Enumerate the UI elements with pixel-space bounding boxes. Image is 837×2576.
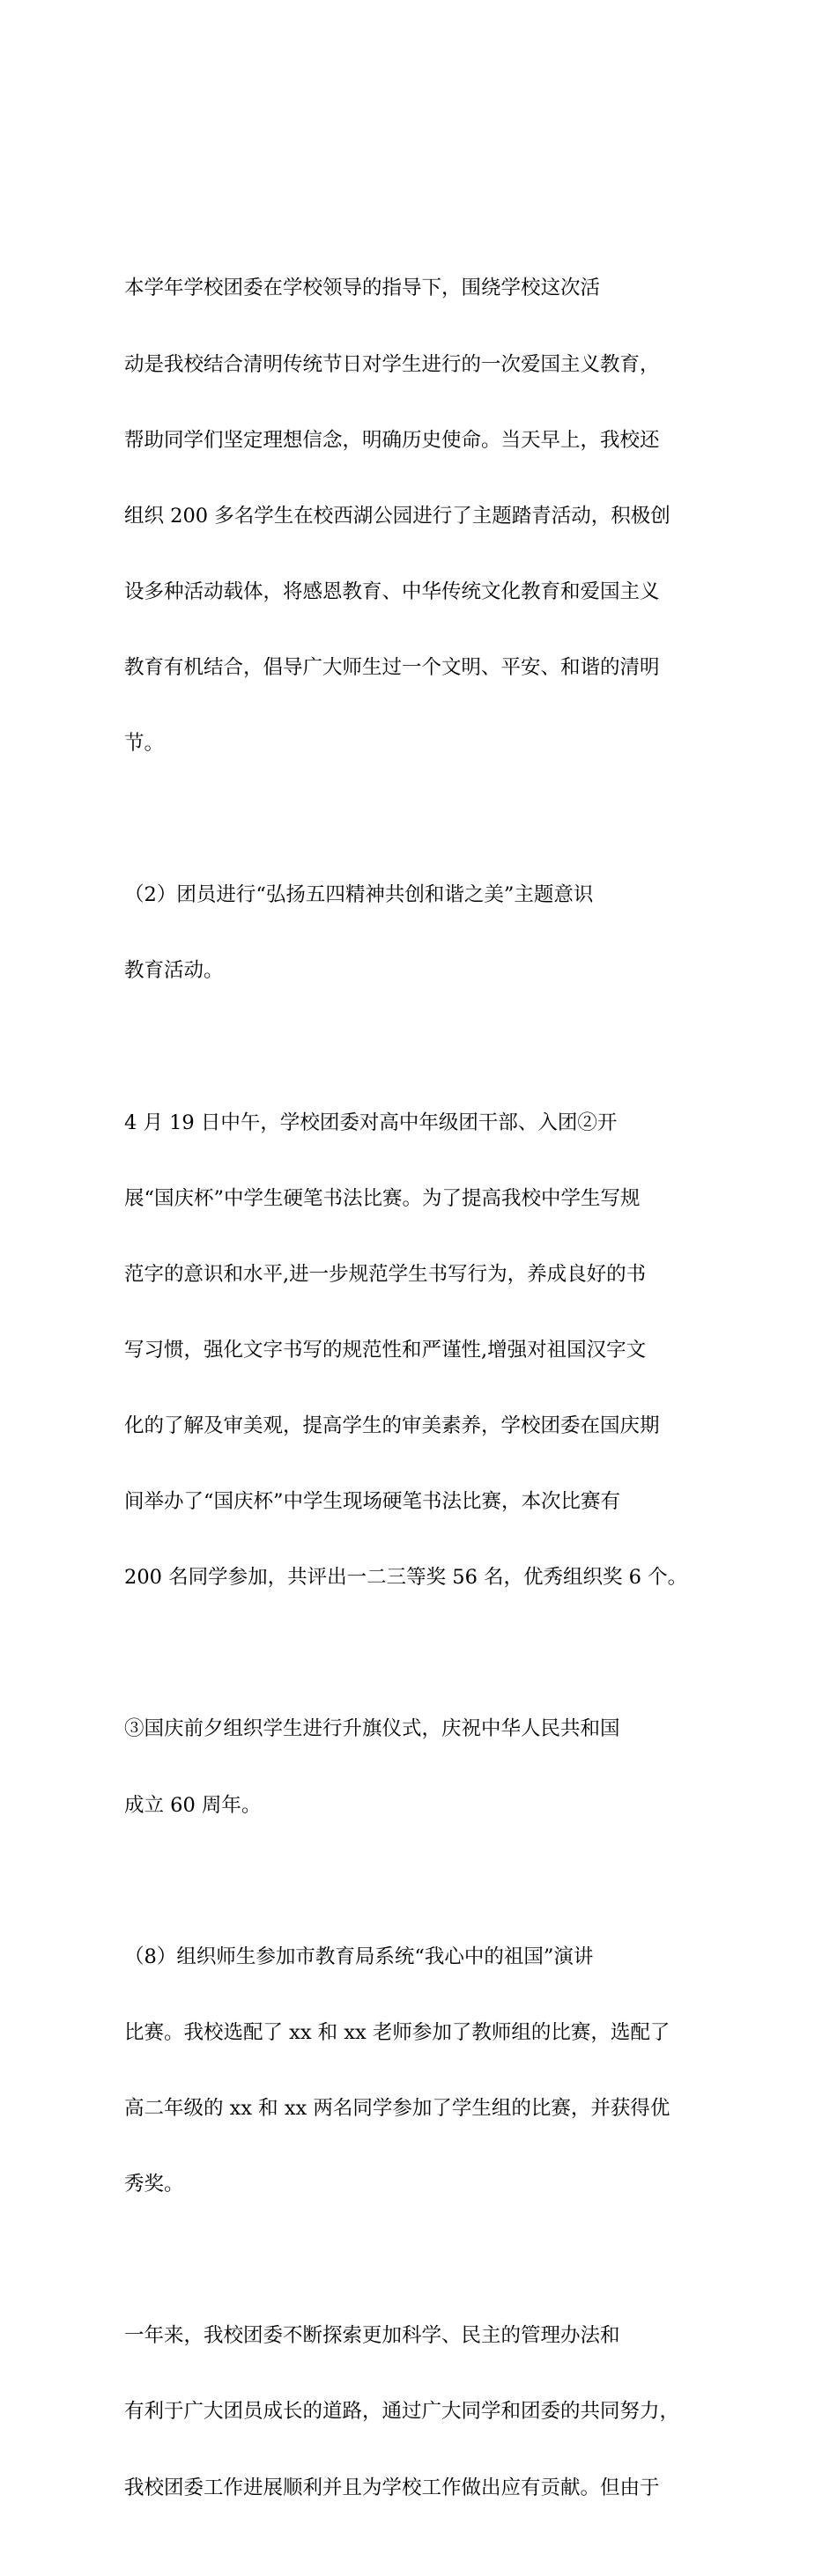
- text-line: 节。: [124, 732, 165, 756]
- document-body: [124, 225, 732, 2576]
- text-line: 我校团委工作进展顺利并且为学校工作做出应有贡献。但由于: [124, 2476, 660, 2499]
- text-line: 写习惯，强化文字书写的规范性和严谨性,增强对祖国汉字文: [124, 1338, 647, 1362]
- text-line: 设多种活动载体，将感恩教育、中华传统文化教育和爱国主义: [124, 579, 660, 603]
- text-line: 200 名同学参加，共评出一二三等奖 56 名，优秀组织奖 6 个。: [124, 1566, 688, 1590]
- text-line: 教育活动。: [124, 959, 224, 983]
- text-line: ③国庆前夕组织学生进行升旗仪式，庆祝中华人民共和国: [124, 1717, 620, 1741]
- text-line: 动是我校结合清明传统节日对学生进行的一次爱国主义教育，: [124, 352, 660, 376]
- text-line: 化的了解及审美观，提高学生的审美素养，学校团委在国庆期: [124, 1414, 660, 1438]
- paragraph-flag-ceremony: [124, 1666, 732, 1869]
- text-line: 成立 60 周年。: [124, 1793, 262, 1817]
- text-line: 高二年级的 xx 和 xx 两名同学参加了学生组的比赛，并获得优: [124, 2096, 670, 2120]
- paragraph-spring-activity: [124, 225, 732, 807]
- text-line: 教育有机结合，倡导广大师生过一个文明、平安、和谐的清明: [124, 655, 660, 679]
- text-line: 本学年学校团委在学校领导的指导下，围绕学校这次活: [124, 277, 601, 300]
- text-line: （8）组织师生参加市教育局系统“我心中的祖国”演讲: [124, 1945, 594, 1968]
- paragraph-may-fourth-activity: [124, 832, 732, 1035]
- paragraph-calligraphy-contest: [124, 1059, 732, 1641]
- text-line: 帮助同学们坚定理想信念，明确历史使命。当天早上，我校还: [124, 428, 660, 452]
- paragraph-year-summary: [124, 2273, 732, 2551]
- text-line: 范字的意识和水平,进一步规范学生书写行为，养成良好的书: [124, 1262, 647, 1286]
- text-line: 组织 200 多名学生在校西湖公园进行了主题踏青活动，积极创: [124, 504, 670, 528]
- text-line: 一年来，我校团委不断探索更加科学、民主的管理办法和: [124, 2324, 620, 2348]
- text-line: 比赛。我校选配了 xx 和 xx 老师参加了教师组的比赛，选配了: [124, 2020, 670, 2044]
- text-line: 秀奖。: [124, 2173, 184, 2196]
- paragraph-speech-contest: [124, 1893, 732, 2248]
- text-line: 有利于广大团员成长的道路，通过广大同学和团委的共同努力，: [124, 2400, 680, 2424]
- text-line: 4 月 19 日中午，学校团委对高中年级团干部、入团②开: [124, 1111, 618, 1134]
- text-line: 展“国庆杯”中学生硬笔书法比赛。为了提高我校中学生写规: [124, 1186, 641, 1210]
- text-line: （2）团员进行“弘扬五四精神共创和谐之美”主题意识: [124, 883, 594, 907]
- text-line: 间举办了“国庆杯”中学生现场硬笔书法比赛，本次比赛有: [124, 1490, 621, 1514]
